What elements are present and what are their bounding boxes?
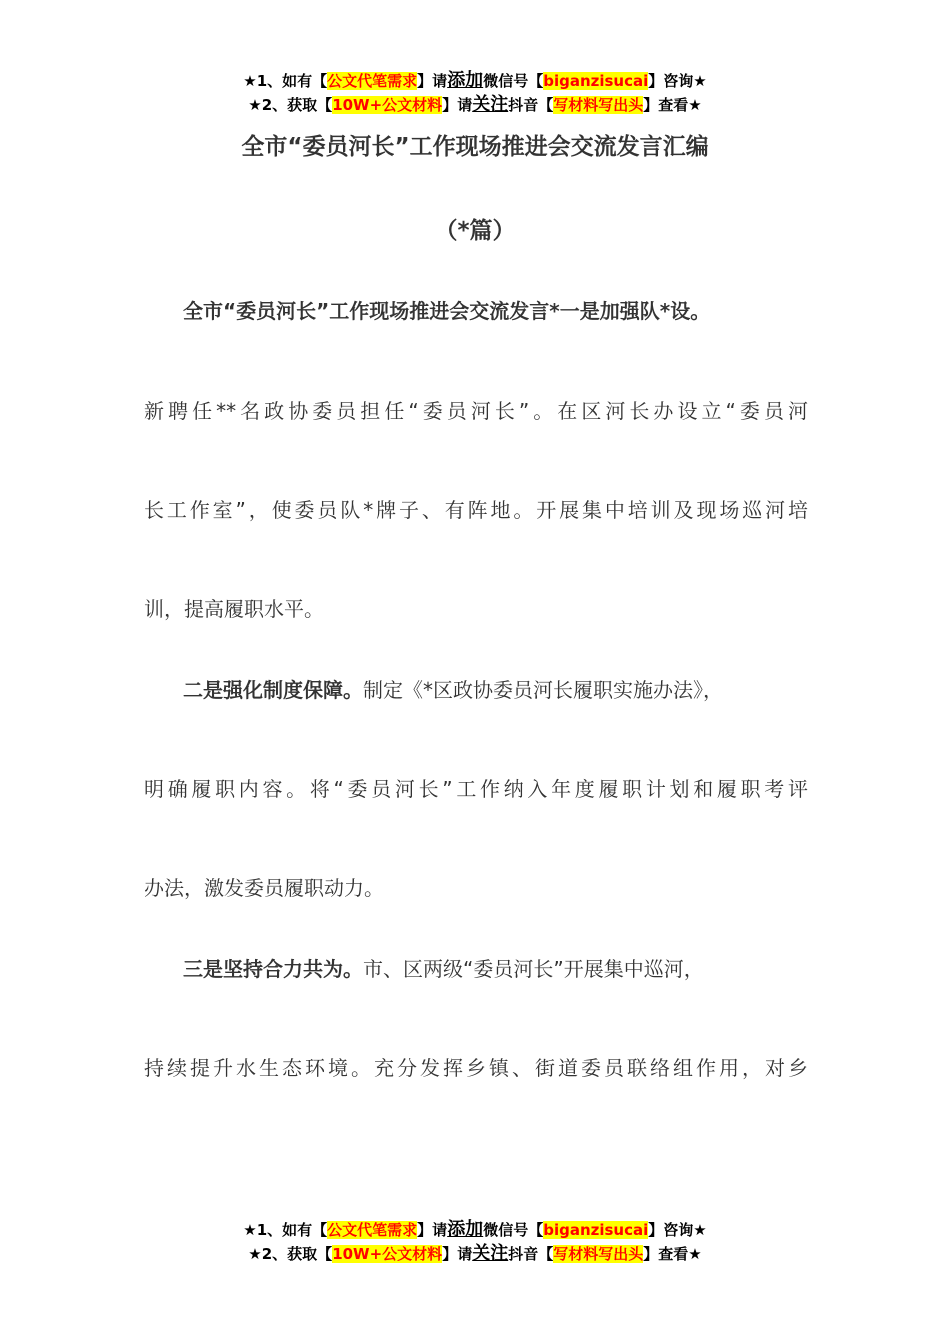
body-line	[183, 954, 808, 984]
promo-text: 抖音【	[508, 96, 554, 114]
promo-wechat-id: biganzisucai	[543, 1221, 649, 1239]
body-line: 明确履职内容。将“委员河长”工作纳入年度履职计划和履职考评	[144, 777, 808, 801]
promo-text: 微信号【	[483, 72, 544, 90]
body-line: 办法，激发委员履职动力。	[144, 876, 384, 900]
body-line: 训，提高履职水平。	[144, 597, 324, 621]
promo-text: ★1、如有【	[243, 72, 328, 90]
body-line: 持续提升水生态环境。充分发挥乡镇、街道委员联络组作用，对乡	[144, 1056, 808, 1080]
promo-text: 抖音【	[508, 1245, 554, 1263]
promo-highlight: 10W+公文材料	[332, 96, 443, 114]
promo-text: ★2、获取【	[248, 96, 333, 114]
section-heading: 三是坚持合力共为。	[183, 957, 363, 981]
promo-text: ★1、如有【	[243, 1221, 328, 1239]
promo-notice-top	[0, 69, 950, 117]
promo-text: 】查看★	[643, 96, 702, 114]
promo-emphasis: 关注	[472, 94, 509, 115]
promo-highlight: 公文代笔需求	[327, 1221, 418, 1239]
promo-text: 】查看★	[643, 1245, 702, 1263]
body-line	[183, 675, 808, 705]
promo-text: 】请	[442, 96, 473, 114]
promo-emphasis: 添加	[447, 1219, 484, 1240]
promo-douyin-account: 写材料写出头	[553, 96, 644, 114]
promo-line-2	[0, 1242, 950, 1266]
promo-text: 微信号【	[483, 1221, 544, 1239]
promo-text: ★2、获取【	[248, 1245, 333, 1263]
promo-line-1	[0, 1218, 950, 1242]
promo-douyin-account: 写材料写出头	[553, 1245, 644, 1263]
promo-emphasis: 添加	[447, 70, 484, 91]
promo-highlight: 10W+公文材料	[332, 1245, 443, 1263]
promo-text: 】请	[442, 1245, 473, 1263]
promo-highlight: 公文代笔需求	[327, 72, 418, 90]
section-heading: 二是强化制度保障。	[183, 678, 363, 702]
body-text: 市、区两级“委员河长”开展集中巡河，	[363, 957, 704, 981]
document-title: 全市“委员河长”工作现场推进会交流发言汇编	[241, 134, 709, 160]
body-line: 长工作室”，使委员队*牌子、有阵地。开展集中培训及现场巡河培	[144, 498, 808, 522]
promo-line-1	[0, 69, 950, 93]
body-line: 全市“委员河长”工作现场推进会交流发言*一是加强队*设。	[183, 299, 711, 323]
promo-notice-bottom	[0, 1218, 950, 1266]
body-text: 制定《*区政协委员河长履职实施办法》，	[363, 678, 723, 702]
document-subtitle: （*篇）	[434, 218, 516, 244]
body-line: 新聘任**名政协委员担任“委员河长”。在区河长办设立“委员河	[144, 399, 808, 423]
promo-emphasis: 关注	[472, 1243, 509, 1264]
promo-line-2	[0, 93, 950, 117]
promo-text: 】咨询★	[648, 72, 707, 90]
promo-wechat-id: biganzisucai	[543, 72, 649, 90]
promo-text: 】请	[417, 1221, 448, 1239]
promo-text: 】咨询★	[648, 1221, 707, 1239]
promo-text: 】请	[417, 72, 448, 90]
